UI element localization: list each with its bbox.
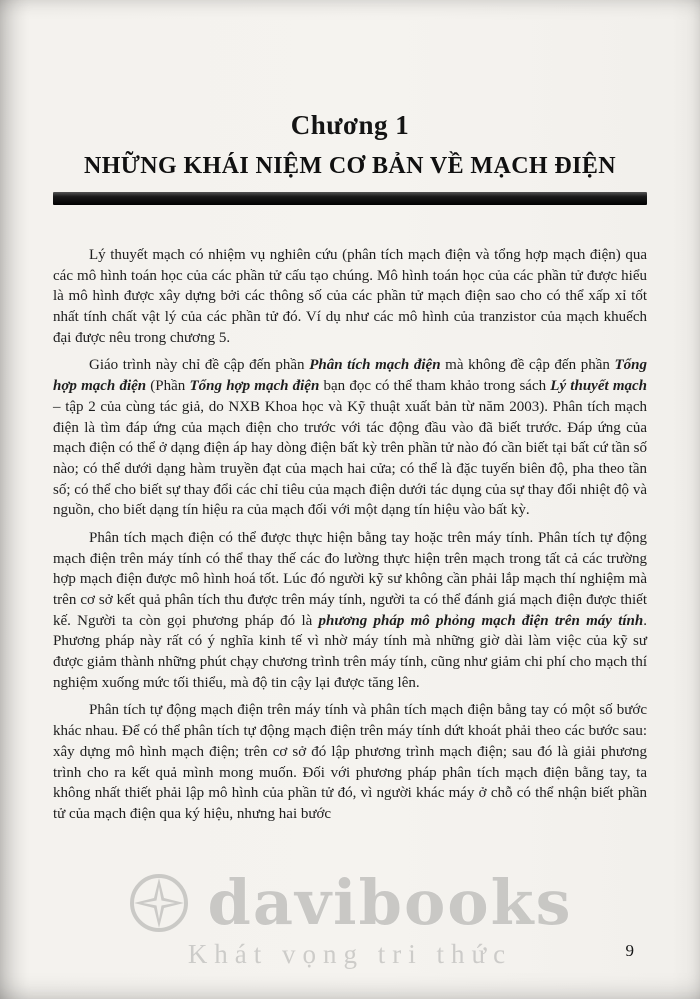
emphasized-run: Lý thuyết mạch [550, 378, 648, 395]
watermark [0, 866, 700, 970]
text-run: bạn đọc có thể tham khảo trong sách [319, 378, 551, 395]
page-number: 9 [625, 941, 634, 960]
paragraph [53, 245, 647, 348]
text-run: Giáo trình này chỉ đề cập đến phần [89, 357, 310, 374]
emphasized-run: phương pháp mô phỏng mạch điện trên máy tính [318, 612, 644, 629]
text-run: Phân tích tự động mạch điện trên máy tính và phân tích mạch điện bằng tay có một số bước khác nhau. Để có thể phân tích tự động mạch điện trên máy tính dứt khoát phải theo các bước sau: xây dựng mô hình mạch điện; trên cơ sở đó lập phương trình mạch điện; sau đó là giải phương trình cho ra kết quả mình mong muốn. Đối với phương pháp phân tích mạch điện bằng tay, ta không nhất thiết phải lập mô hình của phần tử đó, vì người khác máy ở chỗ có thể nhận biết phần tử của mạch điện qua ký hiệu, nhưng hai bước [53, 702, 647, 822]
paragraph [53, 528, 647, 694]
chapter-title: NHỮNG KHÁI NIỆM CƠ BẢN VỀ MẠCH ĐIỆN [83, 153, 616, 179]
title-rule-divider [53, 192, 647, 205]
paragraph [53, 355, 647, 521]
paragraph [53, 700, 647, 824]
text-run: Lý thuyết mạch có nhiệm vụ nghiên cứu (phân tích mạch điện và tổng hợp mạch điện) qua các mô hình toán học của các phần tử cấu tạo chúng. Mô hình toán học của các phần tử được hiểu là mô hình được xây dựng bởi các thông số của các phần tử mạch điện sao cho có thể xấp xỉ tốt nhất tính chất vật lý của các phần tử đó. Ví dụ như các mô hình của tranzistor của mạch khuếch đại được nêu trong chương 5. [53, 247, 647, 346]
emphasized-run: Tổng hợp mạch điện [189, 378, 320, 395]
emphasized-run: Tổng hợp mạch điện [53, 357, 647, 395]
compass-star-icon [127, 871, 191, 935]
text-run: mà không đề cập đến phần [440, 357, 615, 374]
watermark-brand: davibooks [207, 866, 573, 939]
text-run: (Phần [146, 378, 190, 395]
text-run: – tập 2 của cùng tác giả, do NXB Khoa học và Kỹ thuật xuất bản từ năm 2003). Phân tích mạch điện là tìm đáp ứng của mạch điện cho trước với tác động đầu vào đã biết trước. Đáp ứng của mạch điện có thể ở dạng điện áp hay dòng điện bất kỳ trên phần tử nào đó cần biết tại bất cứ tần số nào; có thể dưới dạng hàm truyền đạt của mạch hai cửa; có thể là đặc tuyến biên độ, pha theo tần số; có thể cho biết sự thay đổi các chỉ tiêu của mạch điện dưới tác dụng của sự thay đổi nhiệt độ và nguồn, cho biết dạng tín hiệu ra của mạch đối với một dạng tín hiệu vào bất kỳ. [53, 398, 647, 519]
watermark-slogan: Khát vọng tri thức [187, 939, 513, 969]
text-run: Phân tích mạch điện có thể được thực hiện bằng tay hoặc trên máy tính. Phân tích tự động mạch điện trên máy tính có thể thay thế các đo lường thực hiện trên mạch trong tất cả các trường hợp mạch điện được mô hình hoá tốt. Lúc đó người kỹ sư không cần phải lắp mạch thí nghiệm mà trên cơ sở kết quả phân tích thu được trên máy tính, người ta có thể đánh giá mạch điện được thiết kế. Người ta còn gọi phương pháp đó là [53, 529, 647, 629]
chapter-label: Chương 1 [290, 110, 410, 140]
paragraphs [53, 245, 647, 825]
chapter-header [0, 0, 700, 205]
emphasized-run: Phân tích mạch điện [309, 357, 441, 374]
text-run: . Phương pháp này rất có ý nghĩa kinh tế vì nhờ máy tính mà những giờ dài làm việc của kỹ sư được giảm thành những phút chạy chương trình trên máy tính, cũng như giảm chi phí cho mạch thí nghiệm xuống mức tối thiểu, mà độ tin cậy lại được tăng lên. [53, 612, 647, 691]
watermark-row [0, 866, 700, 939]
